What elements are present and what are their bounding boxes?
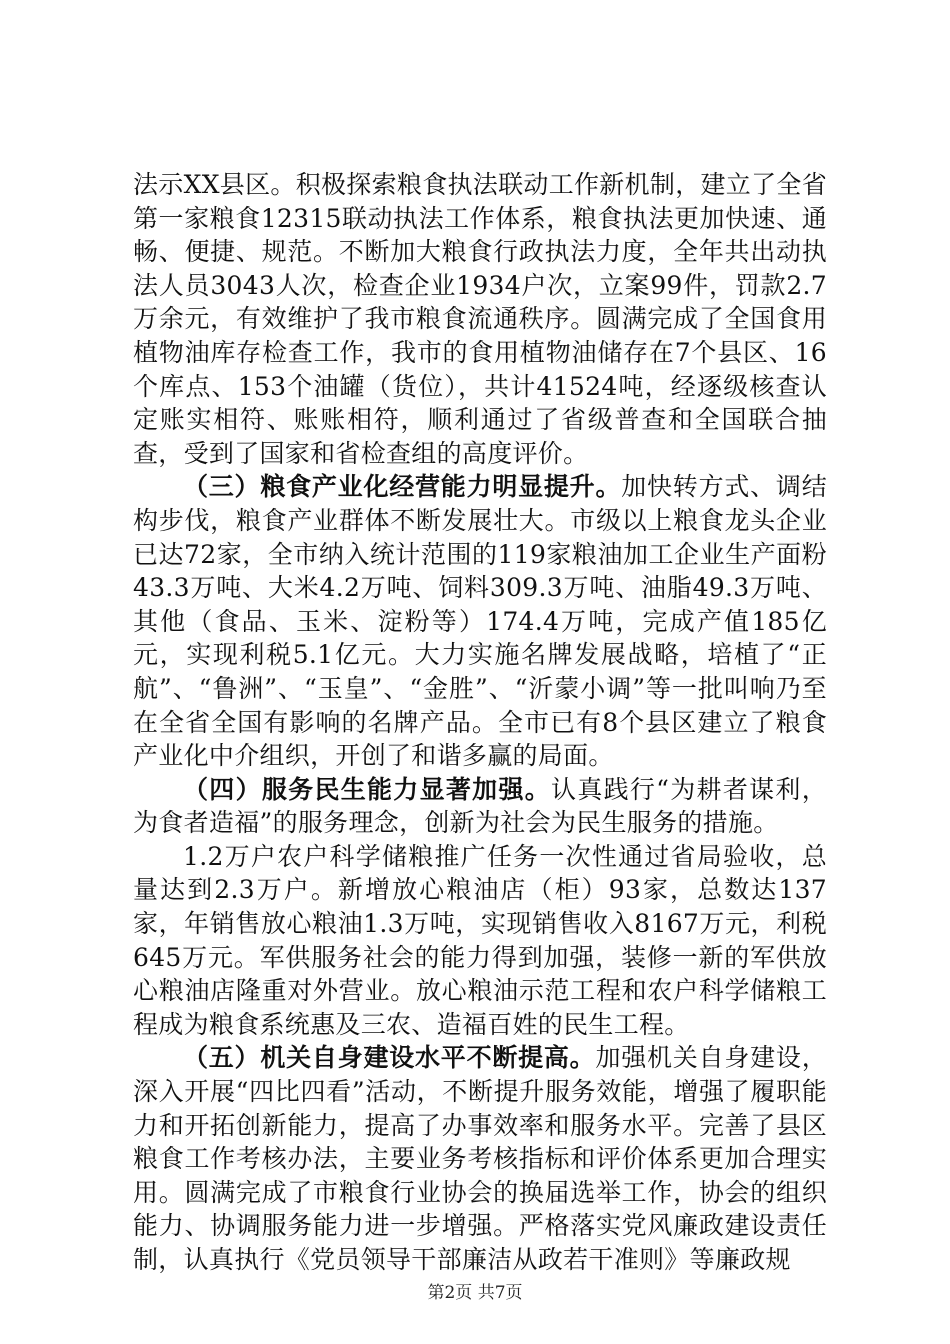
- paragraph-4-text: 1.2万户农户科学储粮推广任务一次性通过省局验收，总量达到2.3万户。新增放心粮油店（柜）93家，总数达137家，年销售放心粮油1.3万吨，实现销售收入8167万元，利税645万元。军供服务社会的能力得到加强，装修一新的军供放心粮油店隆重对外营业。放心粮油示范工程和农户科学储粮工程成为粮食系统惠及三农、造福百姓的民生工程。: [133, 841, 827, 1039]
- paragraph-3-heading: （四）服务民生能力显著加强。: [183, 774, 552, 804]
- paragraph-2-heading: （三）粮食产业化经营能力明显提升。: [183, 472, 622, 502]
- document-body: [133, 168, 827, 1277]
- paragraph-1: [133, 168, 827, 470]
- paragraph-3-text: 认真践行“为耕者谋利，为食者造福”的服务理念，创新为社会为民生服务的措施。: [133, 774, 827, 838]
- paragraph-1-text: 法示XX县区。积极探索粮食执法联动工作新机制，建立了全省第一家粮食12315联动执法工作体系，粮食执法更加快速、通畅、便捷、规范。不断加大粮食行政执法力度，全年共出动执法人员3043人次，检查企业1934户次，立案99件，罚款2.7万余元，有效维护了我市粮食流通秩序。圆满完成了全国食用植物油库存检查工作，我市的食用植物油储存在7个县区、16个库点、153个油罐（货位），共计41524吨，经逐级核查认定账实相符、账账相符，顺利通过了省级普查和全国联合抽查，受到了国家和省检查组的高度评价。: [133, 170, 827, 468]
- paragraph-5-text: 加强机关自身建设，深入开展“四比四看”活动，不断提升服务效能，增强了履职能力和开拓创新能力，提高了办事效率和服务水平。完善了县区粮食工作考核办法，主要业务考核指标和评价体系更加合理实用。圆满完成了市粮食行业协会的换届选举工作，协会的组织能力、协调服务能力进一步增强。严格落实党风廉政建设责任制，认真执行《党员领导干部廉洁从政若干准则》等廉政规: [133, 1043, 827, 1274]
- paragraph-3: [133, 773, 827, 840]
- page-number-label: 第2页 共7页: [427, 1283, 523, 1303]
- paragraph-5: [133, 1041, 827, 1276]
- page-footer: [0, 1282, 950, 1304]
- paragraph-4: [133, 840, 827, 1042]
- paragraph-5-heading: （五）机关自身建设水平不断提高。: [183, 1043, 596, 1073]
- paragraph-2-text: 加快转方式、调结构步伐，粮食产业群体不断发展壮大。市级以上粮食龙头企业已达72家，全市纳入统计范围的119家粮油加工企业生产面粉43.3万吨、大米4.2万吨、饲料309.3万吨、油脂49.3万吨、其他（食品、玉米、淀粉等）174.4万吨，完成产值185亿元，实现利税5.1亿元。大力实施名牌发展战略，培植了“正航”、“鲁洲”、“玉皇”、“金胜”、“沂蒙小调”等一批叫响乃至在全省全国有影响的名牌产品。全市已有8个县区建立了粮食产业化中介组织，开创了和谐多赢的局面。: [133, 472, 828, 771]
- paragraph-2: [133, 470, 827, 772]
